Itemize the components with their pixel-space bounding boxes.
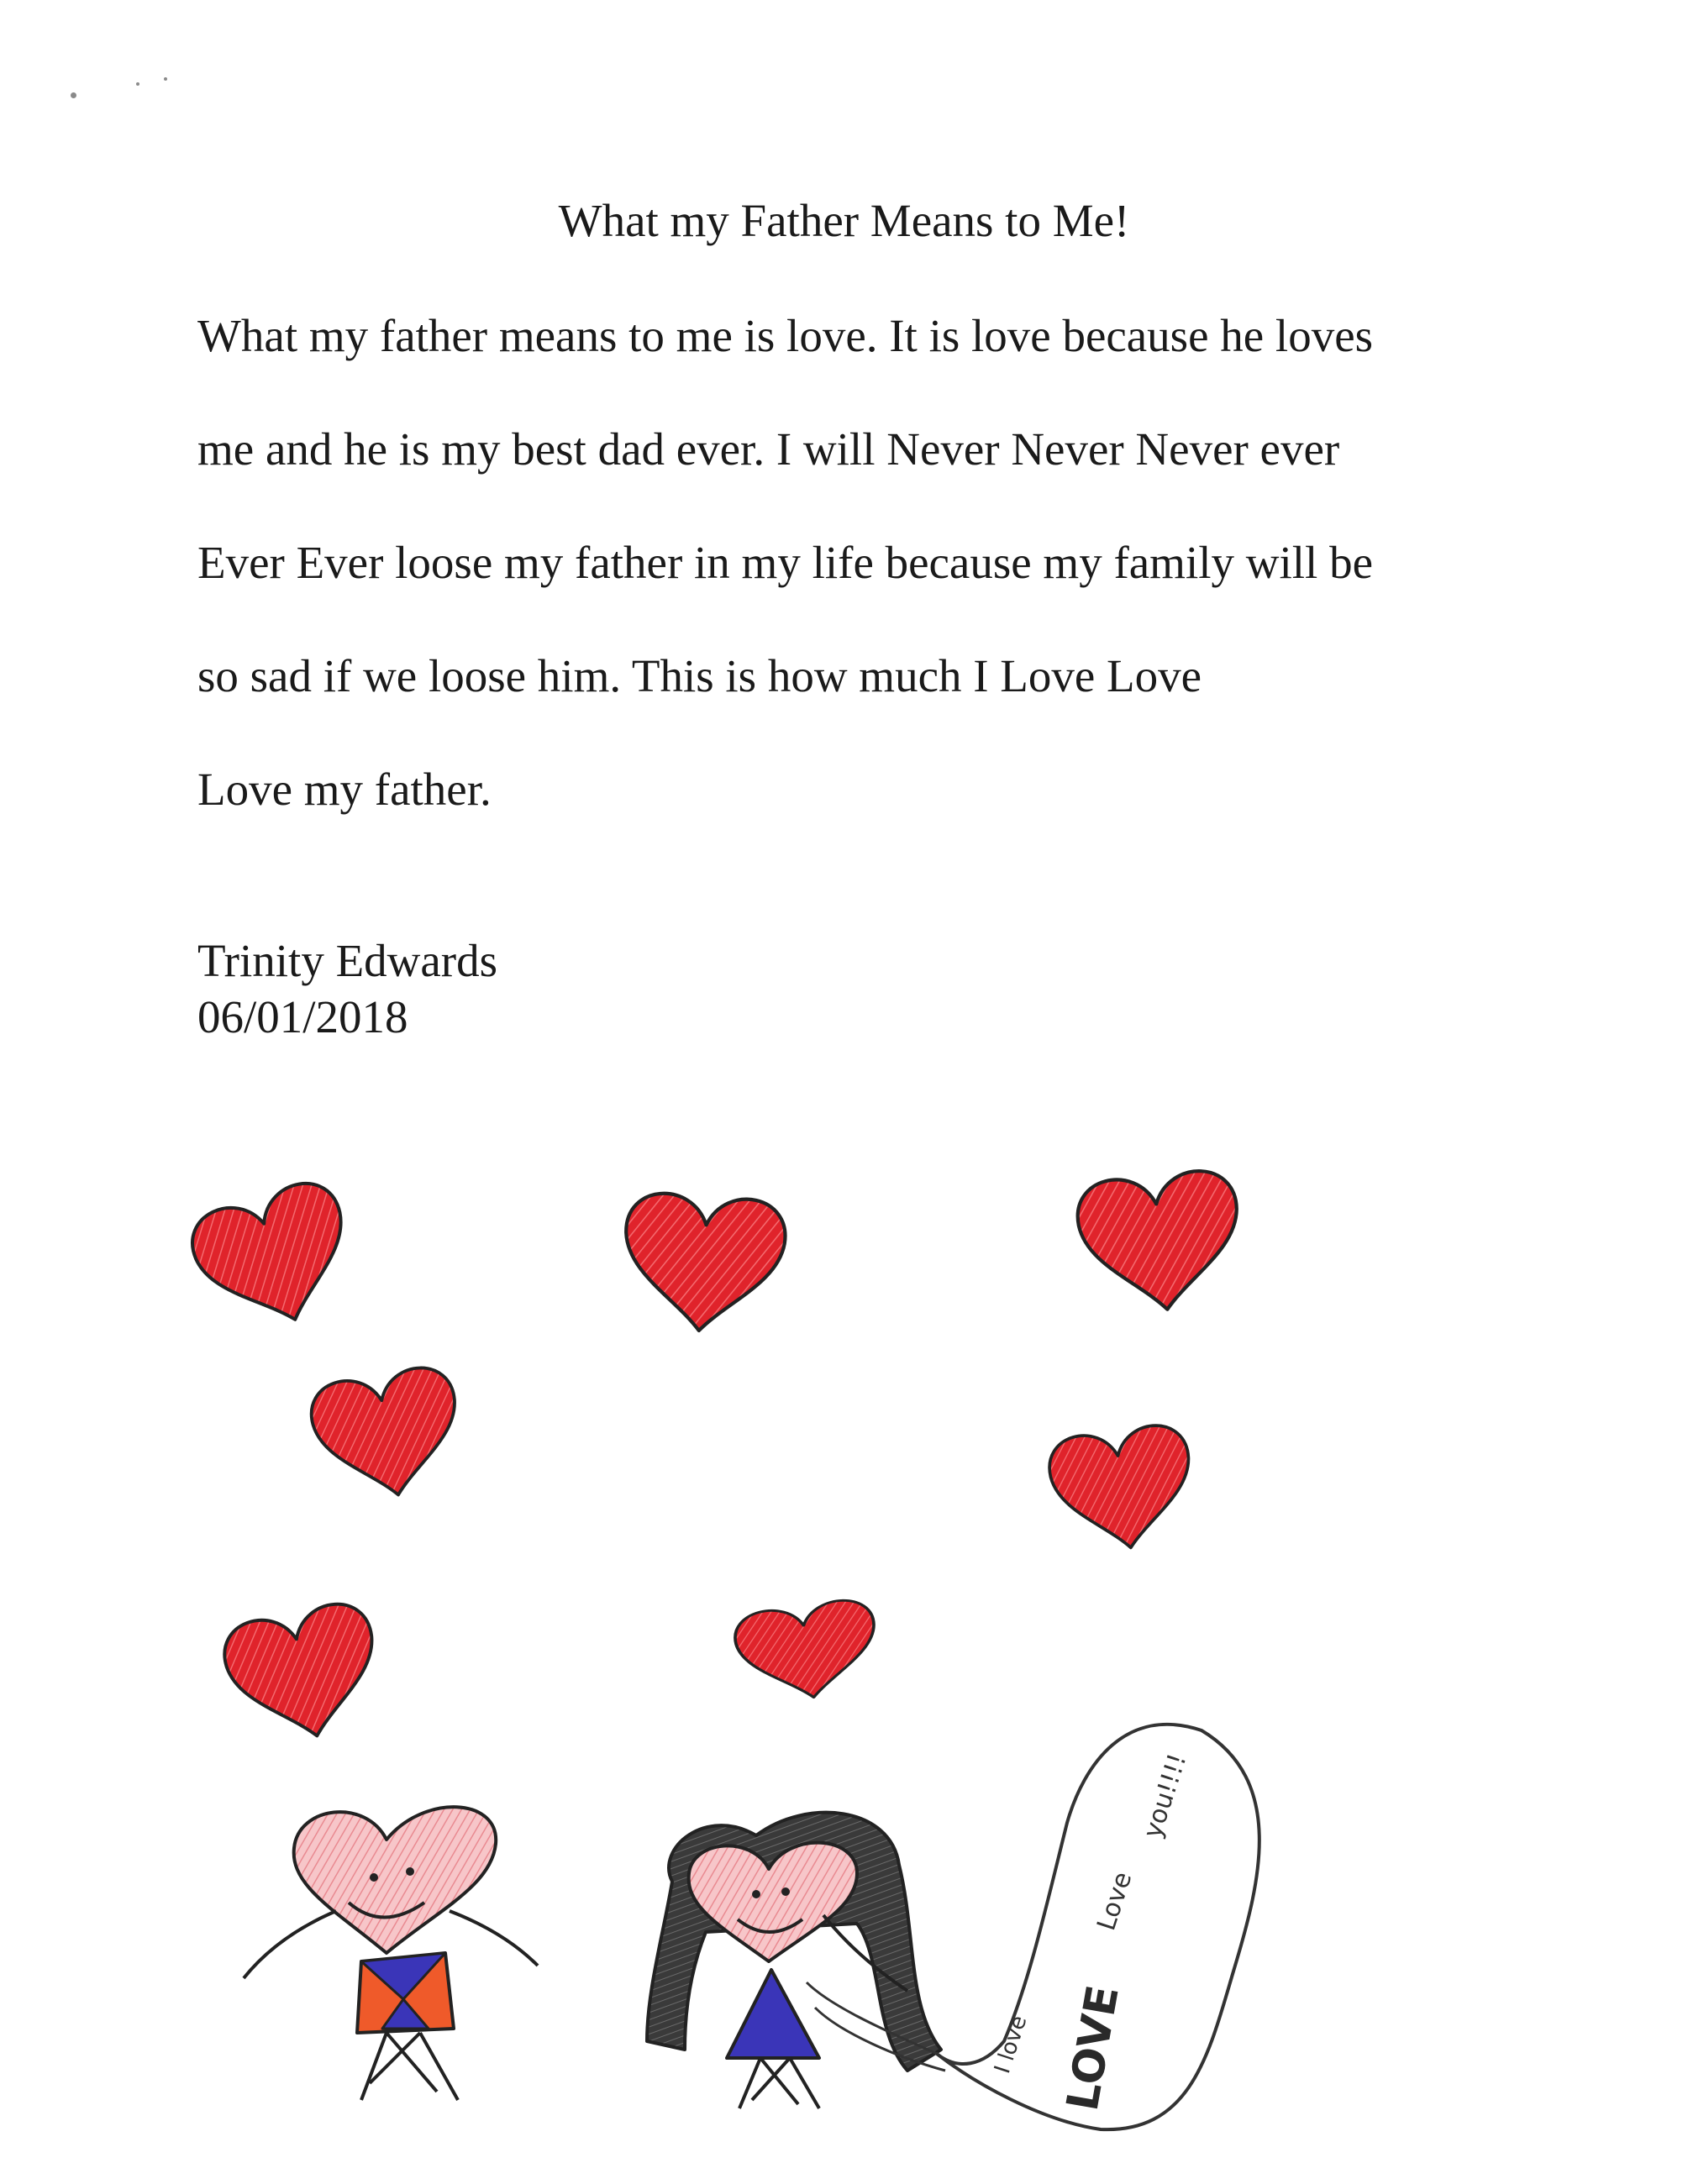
essay-line-1: What my father means to me is love. It is love because he loves	[197, 310, 1374, 361]
love-lettering	[1058, 1982, 1129, 2114]
heart-icon	[218, 1598, 390, 1751]
document-date: 06/01/2018	[197, 991, 408, 1042]
essay-line-2: me and he is my best dad ever. I will Never Never Never ever	[197, 423, 1340, 475]
scan-speck	[136, 82, 139, 86]
scan-speck	[164, 77, 167, 81]
essay-line-5: Love my father.	[197, 764, 492, 815]
speech-script-line-2: Love	[1091, 1868, 1138, 1935]
essay-line-3: Ever Ever loose my father in my life because my family will be	[197, 537, 1373, 588]
heart-icon	[306, 1362, 469, 1507]
heart-icon	[1045, 1421, 1200, 1557]
crayon-drawing	[0, 1126, 1688, 2184]
speech-script-line-3: you!!!!	[1138, 1750, 1193, 1842]
child-figure-left	[244, 1807, 538, 2100]
heart-icon	[732, 1596, 883, 1707]
essay-line-4: so sad if we loose him. This is how much I Love Love	[197, 650, 1202, 701]
heart-icon	[183, 1174, 367, 1343]
author-name: Trinity Edwards	[197, 935, 498, 986]
child-figure-right	[647, 1813, 941, 2108]
heart-icon	[619, 1191, 787, 1336]
scan-speck	[71, 92, 76, 98]
speech-script-line-1: I love	[990, 2012, 1033, 2077]
document-title: What my Father Means to Me!	[558, 195, 1130, 246]
love-big-word: LOVE	[1057, 1982, 1129, 2115]
heart-icon	[1074, 1168, 1246, 1318]
